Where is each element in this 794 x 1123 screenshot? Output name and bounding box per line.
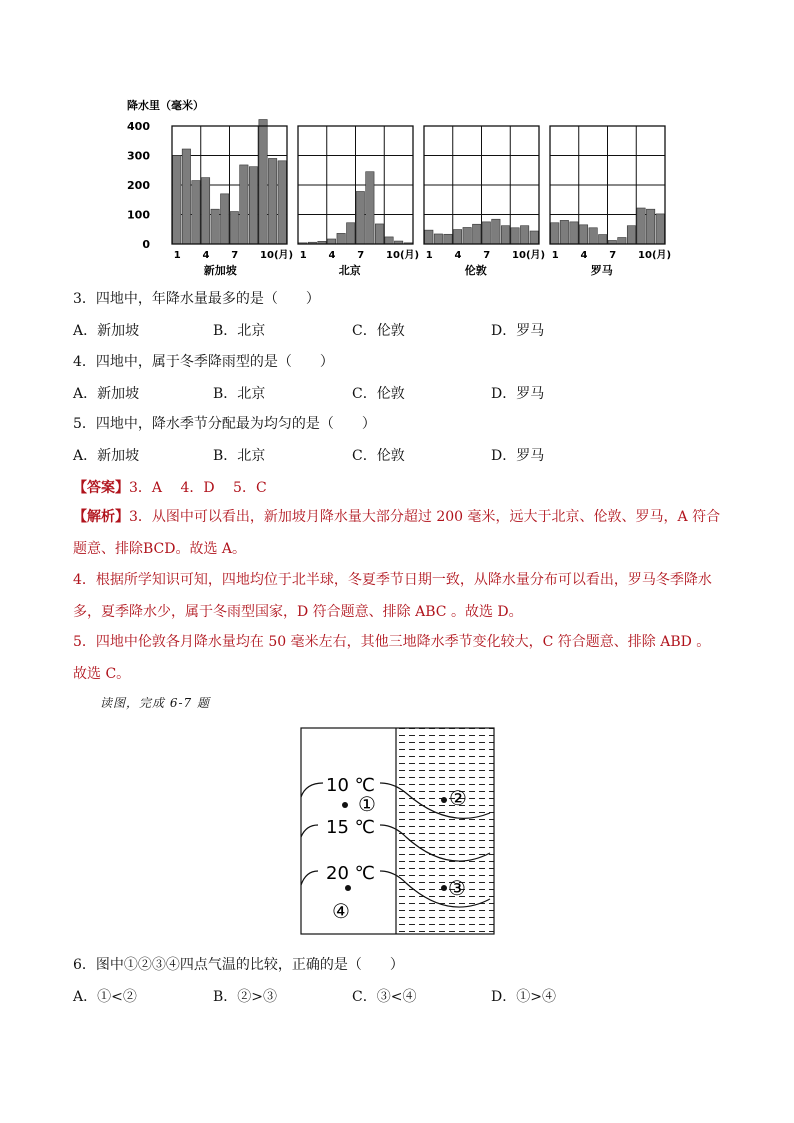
- analysis-p4: 4．根据所学知识可知，四地均位于北半球，冬夏季节日期一致，从降水量分布可以看出，罗马冬季降水多，夏季降水少，属于冬雨型国家，D 符合题意、排除 ABC 。故选 D。: [73, 572, 712, 620]
- precip-bar: [473, 224, 481, 244]
- precip-panel: [172, 120, 293, 277]
- precipitation-charts: [110, 92, 690, 282]
- precip-bar: [230, 212, 238, 244]
- precip-panel: [424, 126, 545, 277]
- precip-bar: [192, 181, 200, 244]
- x-tick-label: 4: [454, 250, 462, 261]
- question-6-stem: 6．图中①②③④四点气温的比较，正确的是（ ）: [73, 957, 404, 973]
- answer-line: [73, 477, 267, 497]
- isotherm-label-15: 15 ℃: [326, 817, 375, 838]
- precip-bar: [579, 225, 587, 244]
- x-tick-label: 10(月): [260, 250, 294, 261]
- precip-bar: [570, 222, 578, 244]
- precip-bar: [211, 209, 219, 244]
- y-tick-label: 100: [127, 208, 150, 222]
- precip-bar: [627, 226, 635, 244]
- precip-bar: [268, 158, 276, 244]
- point-1-dot: [342, 802, 348, 808]
- x-tick-label: 1: [425, 250, 433, 261]
- y-tick-label: 300: [127, 149, 150, 163]
- x-tick-label: 1: [173, 250, 181, 261]
- chart-title: 新加坡: [203, 264, 237, 277]
- isotherm-label-10: 10 ℃: [326, 775, 375, 796]
- precip-bar: [444, 234, 452, 244]
- q3-option-a[interactable]: A．新加坡: [73, 323, 140, 339]
- analysis-tag: 【解析】: [73, 509, 129, 525]
- x-tick-label: 7: [609, 250, 617, 261]
- x-tick-label: 4: [328, 250, 336, 261]
- point-3-dot: [441, 885, 447, 891]
- q5-option-a[interactable]: A．新加坡: [73, 448, 140, 464]
- precip-bar: [560, 220, 568, 244]
- precip-bar: [425, 230, 433, 244]
- chart-title: 罗马: [590, 264, 613, 277]
- x-tick-label: 10(月): [386, 250, 420, 261]
- precip-bar: [182, 149, 190, 244]
- precip-bar: [530, 231, 538, 244]
- answer-tag: 【答案】: [73, 480, 129, 496]
- precip-bar: [501, 226, 509, 244]
- precip-bar: [337, 233, 345, 244]
- precip-bar: [453, 230, 461, 244]
- q5-option-d[interactable]: D．罗马: [491, 448, 545, 464]
- analysis-p3-text: 3．从图中可以看出，新加坡月降水量大部分超过 200 毫米，远大于北京、伦敦、罗马，A 符合题意、排除BCD。故选 A。: [73, 509, 721, 557]
- point-4-dot: [345, 885, 351, 891]
- analysis-p5: 5．四地中伦敦各月降水量均在 50 毫米左右，其他三地降水季节变化较大，C 符合题意、排除 ABD 。故选 C。: [73, 634, 711, 682]
- precip-bar: [646, 209, 654, 244]
- precip-bar: [201, 178, 209, 244]
- precip-bar: [463, 227, 471, 244]
- precip-bar: [249, 167, 257, 244]
- question-5-stem: 5．四地中，降水季节分配最为均匀的是（ ）: [73, 416, 376, 432]
- q4-option-c[interactable]: C．伦敦: [352, 386, 405, 402]
- chart-title: 伦敦: [464, 264, 487, 277]
- point-2-label: ②: [449, 786, 467, 810]
- x-tick-label: 1: [551, 250, 559, 261]
- x-tick-label: 10(月): [512, 250, 546, 261]
- analysis-p3: [73, 501, 723, 565]
- q4-option-a[interactable]: A．新加坡: [73, 386, 140, 402]
- precip-bar: [656, 214, 664, 244]
- q6-option-c[interactable]: C．③<④: [352, 989, 417, 1005]
- precip-bar: [589, 228, 597, 244]
- q4-option-d[interactable]: D．罗马: [491, 386, 545, 402]
- q5-option-c[interactable]: C．伦敦: [352, 448, 405, 464]
- precip-bar: [637, 208, 645, 244]
- precip-bar: [366, 172, 374, 244]
- precip-bar: [347, 223, 355, 244]
- isotherm-diagram: [298, 725, 498, 937]
- point-2-dot: [441, 797, 447, 803]
- x-tick-label: 7: [231, 250, 239, 261]
- precip-bar: [173, 156, 181, 245]
- precip-bar: [375, 224, 383, 244]
- precip-bar: [492, 219, 500, 244]
- precip-bar: [618, 238, 626, 244]
- precip-bar: [551, 223, 559, 244]
- precip-bar: [278, 161, 286, 244]
- x-tick-label: 4: [580, 250, 588, 261]
- precip-panel: [298, 126, 419, 277]
- y-tick-label: 400: [127, 120, 150, 133]
- precip-bar: [511, 228, 519, 244]
- chart-y-label: 降水里（毫米）: [127, 99, 204, 112]
- x-tick-label: 10(月): [638, 250, 672, 261]
- precip-bar: [385, 237, 393, 244]
- y-tick-label: 200: [127, 179, 150, 192]
- q6-option-a[interactable]: A．①<②: [73, 989, 137, 1005]
- intro-text: 读图，完成 6-7 题: [100, 696, 210, 710]
- precip-bar: [259, 120, 267, 244]
- point-4-label: ④: [332, 899, 350, 923]
- x-tick-label: 1: [299, 250, 307, 261]
- x-tick-label: 7: [483, 250, 491, 261]
- precip-bar: [327, 239, 335, 244]
- q3-option-c[interactable]: C．伦敦: [352, 323, 405, 339]
- x-tick-label: 7: [357, 250, 365, 261]
- x-tick-label: 4: [202, 250, 210, 261]
- point-1-label: ①: [358, 792, 376, 816]
- question-3-stem: 3．四地中，年降水量最多的是（ ）: [73, 291, 320, 307]
- chart-title: 北京: [338, 264, 361, 277]
- precip-bar: [599, 235, 607, 244]
- precip-bar: [520, 226, 528, 244]
- q5-option-b[interactable]: B．北京: [213, 448, 266, 464]
- q4-option-b[interactable]: B．北京: [213, 386, 266, 402]
- q3-option-d[interactable]: D．罗马: [491, 323, 545, 339]
- q6-option-d[interactable]: D．①>④: [491, 989, 556, 1005]
- point-3-label: ③: [448, 876, 466, 900]
- q3-option-b[interactable]: B．北京: [213, 323, 266, 339]
- precip-bar: [221, 194, 229, 244]
- q6-option-b[interactable]: B．②>③: [213, 989, 278, 1005]
- answer-text: 3．A 4．D 5．C: [129, 480, 267, 496]
- precip-bar: [482, 222, 490, 244]
- precip-bar: [356, 191, 364, 244]
- precip-bar: [240, 165, 248, 244]
- question-4-stem: 4．四地中，属于冬季降雨型的是（ ）: [73, 354, 334, 370]
- y-tick-label: 0: [142, 238, 150, 251]
- precip-panel: [550, 126, 671, 277]
- precip-bar: [434, 234, 442, 244]
- isotherm-label-20: 20 ℃: [326, 863, 375, 884]
